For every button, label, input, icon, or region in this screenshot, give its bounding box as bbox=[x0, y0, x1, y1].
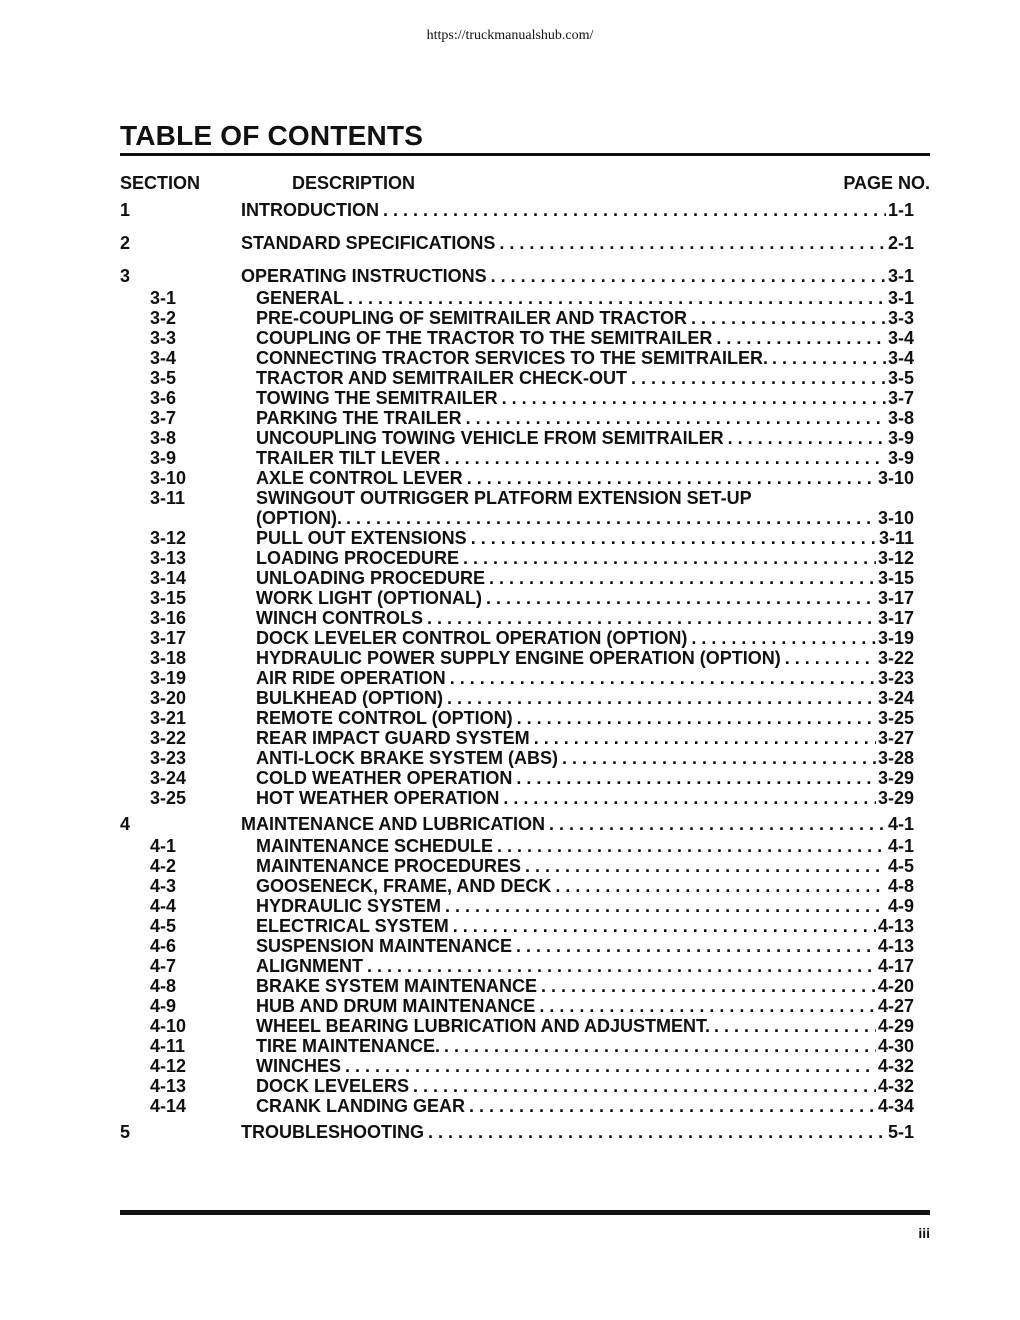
dot-leader bbox=[712, 328, 886, 349]
toc-item bbox=[120, 608, 930, 628]
item-title: SUSPENSION MAINTENANCE bbox=[256, 936, 513, 956]
toc-item bbox=[120, 628, 930, 648]
item-page: 3-10 bbox=[877, 468, 914, 488]
item-number: 4-4 bbox=[150, 896, 177, 916]
dot-leader bbox=[545, 814, 886, 835]
dot-leader bbox=[363, 956, 876, 977]
toc-item bbox=[120, 728, 930, 748]
item-title: WORK LIGHT (OPTIONAL) bbox=[256, 588, 482, 608]
toc-item bbox=[120, 388, 930, 408]
dot-leader bbox=[498, 388, 886, 409]
toc-section-1 bbox=[120, 200, 930, 222]
item-title: REAR IMPACT GUARD SYSTEM bbox=[256, 728, 530, 748]
toc-item bbox=[120, 548, 930, 568]
toc-item bbox=[120, 288, 930, 308]
item-title: LOADING PROCEDURE bbox=[256, 548, 460, 568]
item-page: 3-12 bbox=[877, 548, 914, 568]
page-number: iii bbox=[918, 1225, 930, 1241]
dot-leader bbox=[441, 448, 886, 469]
dot-leader bbox=[341, 1056, 876, 1077]
item-number: 3-25 bbox=[150, 788, 187, 808]
item-number: 3-23 bbox=[150, 748, 187, 768]
item-title: TIRE MAINTENANCE. bbox=[256, 1036, 440, 1056]
item-title: COUPLING OF THE TRACTOR TO THE SEMITRAILER bbox=[256, 328, 713, 348]
section-title: OPERATING INSTRUCTIONS bbox=[241, 266, 487, 286]
item-title: DOCK LEVELER CONTROL OPERATION (OPTION) bbox=[256, 628, 688, 648]
item-number: 3-17 bbox=[150, 628, 187, 648]
item-page: 3-17 bbox=[877, 608, 914, 628]
item-title: UNCOUPLING TOWING VEHICLE FROM SEMITRAILER bbox=[256, 428, 724, 448]
item-page: 4-32 bbox=[877, 1076, 914, 1096]
dot-leader bbox=[446, 668, 876, 689]
dot-leader bbox=[627, 368, 886, 389]
dot-leader bbox=[551, 876, 886, 897]
item-page: 3-25 bbox=[877, 708, 914, 728]
section-number: 4 bbox=[120, 814, 131, 834]
dot-leader bbox=[379, 200, 886, 221]
item-page: 3-23 bbox=[877, 668, 914, 688]
toc-item bbox=[120, 328, 930, 348]
toc-item bbox=[120, 408, 930, 428]
dot-leader bbox=[465, 1096, 876, 1117]
item-title: PRE-COUPLING OF SEMITRAILER AND TRACTOR bbox=[256, 308, 687, 328]
section-title: INTRODUCTION bbox=[241, 200, 379, 220]
item-title: WINCH CONTROLS bbox=[256, 608, 423, 628]
item-page: 3-29 bbox=[877, 768, 914, 788]
item-title: CRANK LANDING GEAR bbox=[256, 1096, 465, 1116]
item-number: 3-9 bbox=[150, 448, 177, 468]
dot-leader bbox=[537, 976, 876, 997]
item-page: 3-27 bbox=[877, 728, 914, 748]
item-title: HOT WEATHER OPERATION bbox=[256, 788, 500, 808]
header-page: PAGE NO. bbox=[843, 173, 930, 193]
section-number: 2 bbox=[120, 233, 131, 253]
dot-leader bbox=[485, 568, 876, 589]
dot-leader bbox=[424, 1122, 886, 1143]
item-page: 3-1 bbox=[887, 288, 914, 308]
item-number: 4-5 bbox=[150, 916, 177, 936]
dot-leader bbox=[440, 1036, 876, 1057]
item-number: 3-22 bbox=[150, 728, 187, 748]
toc-item-wrapped bbox=[120, 488, 930, 508]
item-number: 3-14 bbox=[150, 568, 187, 588]
toc-item bbox=[120, 308, 930, 328]
item-number: 4-6 bbox=[150, 936, 177, 956]
toc-item bbox=[120, 568, 930, 588]
toc-item bbox=[120, 588, 930, 608]
item-page: 3-8 bbox=[887, 408, 914, 428]
item-number: 3-5 bbox=[150, 368, 177, 388]
dot-leader bbox=[781, 648, 876, 669]
dot-leader bbox=[493, 836, 886, 857]
dot-leader bbox=[449, 916, 876, 937]
toc-item bbox=[120, 788, 930, 808]
item-number: 3-10 bbox=[150, 468, 187, 488]
item-page: 4-8 bbox=[887, 876, 914, 896]
dot-leader bbox=[710, 1016, 876, 1037]
item-number: 4-2 bbox=[150, 856, 177, 876]
dot-leader bbox=[344, 288, 886, 309]
toc-item bbox=[120, 836, 930, 856]
item-number: 3-3 bbox=[150, 328, 177, 348]
item-page: 3-15 bbox=[877, 568, 914, 588]
title-rule bbox=[120, 153, 930, 156]
source-url: https://truckmanualshub.com/ bbox=[426, 28, 594, 43]
dot-leader bbox=[462, 408, 886, 429]
dot-leader bbox=[441, 896, 886, 917]
item-number: 3-8 bbox=[150, 428, 177, 448]
item-number: 3-24 bbox=[150, 768, 187, 788]
section-number: 5 bbox=[120, 1122, 131, 1142]
item-title: HUB AND DRUM MAINTENANCE bbox=[256, 996, 536, 1016]
item-title: GOOSENECK, FRAME, AND DECK bbox=[256, 876, 552, 896]
section-title: STANDARD SPECIFICATIONS bbox=[241, 233, 496, 253]
toc-item bbox=[120, 468, 930, 488]
toc-item bbox=[120, 1036, 930, 1056]
item-title: BULKHEAD (OPTION) bbox=[256, 688, 443, 708]
toc-item bbox=[120, 648, 930, 668]
dot-leader bbox=[687, 628, 876, 649]
item-page: 3-22 bbox=[877, 648, 914, 668]
item-page: 4-20 bbox=[877, 976, 914, 996]
dot-leader bbox=[443, 688, 876, 709]
item-page: 3-3 bbox=[887, 308, 914, 328]
item-title: PULL OUT EXTENSIONS bbox=[256, 528, 467, 548]
item-number: 3-1 bbox=[150, 288, 177, 308]
dot-leader bbox=[495, 233, 886, 254]
item-page: 4-17 bbox=[877, 956, 914, 976]
item-title: HYDRAULIC POWER SUPPLY ENGINE OPERATION (OPTION) bbox=[256, 648, 781, 668]
header-section: SECTION bbox=[120, 173, 201, 193]
toc-item bbox=[120, 368, 930, 388]
item-page: 3-4 bbox=[887, 348, 914, 368]
toc-item bbox=[120, 916, 930, 936]
dot-leader bbox=[521, 856, 886, 877]
item-title: COLD WEATHER OPERATION bbox=[256, 768, 513, 788]
item-page: 4-5 bbox=[887, 856, 914, 876]
dot-leader bbox=[558, 748, 876, 769]
item-title: WHEEL BEARING LUBRICATION AND ADJUSTMENT. bbox=[256, 1016, 710, 1036]
dot-leader bbox=[724, 428, 886, 449]
item-title: BRAKE SYSTEM MAINTENANCE bbox=[256, 976, 538, 996]
section-page: 5-1 bbox=[887, 1122, 914, 1142]
toc-item bbox=[120, 708, 930, 728]
item-number: 4-8 bbox=[150, 976, 177, 996]
item-title: DOCK LEVELERS bbox=[256, 1076, 410, 1096]
item-page: 3-29 bbox=[877, 788, 914, 808]
toc-section-2 bbox=[120, 233, 930, 255]
item-page: 4-34 bbox=[877, 1096, 914, 1116]
item-title: TOWING THE SEMITRAILER bbox=[256, 388, 498, 408]
item-title: MAINTENANCE SCHEDULE bbox=[256, 836, 494, 856]
item-title: AIR RIDE OPERATION bbox=[256, 668, 446, 688]
dot-leader bbox=[463, 468, 876, 489]
section-page: 2-1 bbox=[887, 233, 914, 253]
item-title: TRAILER TILT LEVER bbox=[256, 448, 441, 468]
item-page: 4-1 bbox=[887, 836, 914, 856]
item-number: 4-3 bbox=[150, 876, 177, 896]
item-page: 4-9 bbox=[887, 896, 914, 916]
toc-item bbox=[120, 856, 930, 876]
toc-item bbox=[120, 996, 930, 1016]
item-page: 3-19 bbox=[877, 628, 914, 648]
item-number: 3-11 bbox=[150, 488, 186, 508]
toc-section-5 bbox=[120, 1122, 930, 1144]
toc-item bbox=[120, 448, 930, 468]
toc-item bbox=[120, 768, 930, 788]
item-page: 4-13 bbox=[877, 916, 914, 936]
item-page: 3-10 bbox=[877, 508, 914, 528]
item-number: 3-21 bbox=[150, 708, 187, 728]
toc-list bbox=[120, 200, 930, 1144]
toc-item bbox=[120, 688, 930, 708]
item-title: MAINTENANCE PROCEDURES bbox=[256, 856, 522, 876]
toc-item bbox=[120, 896, 930, 916]
item-title-continuation: (OPTION). bbox=[256, 508, 342, 528]
item-number: 3-6 bbox=[150, 388, 177, 408]
section-page: 3-1 bbox=[887, 266, 914, 286]
item-number: 3-13 bbox=[150, 548, 187, 568]
dot-leader bbox=[513, 708, 876, 729]
toc-section-3 bbox=[120, 266, 930, 288]
item-page: 3-24 bbox=[877, 688, 914, 708]
item-title: TRACTOR AND SEMITRAILER CHECK-OUT bbox=[256, 368, 627, 388]
item-number: 3-7 bbox=[150, 408, 177, 428]
dot-leader bbox=[423, 608, 876, 629]
section-page: 4-1 bbox=[887, 814, 914, 834]
item-page: 4-32 bbox=[877, 1056, 914, 1076]
toc-item bbox=[120, 748, 930, 768]
toc-item-continuation bbox=[120, 508, 930, 528]
toc-item bbox=[120, 936, 930, 956]
dot-leader bbox=[409, 1076, 876, 1097]
footer-rule bbox=[120, 1210, 930, 1215]
item-number: 3-12 bbox=[150, 528, 187, 548]
section-number: 1 bbox=[120, 200, 131, 220]
toc-item bbox=[120, 956, 930, 976]
item-page: 3-9 bbox=[887, 448, 914, 468]
item-title: UNLOADING PROCEDURE bbox=[256, 568, 486, 588]
item-number: 3-18 bbox=[150, 648, 187, 668]
item-page: 3-7 bbox=[887, 388, 914, 408]
item-page: 3-5 bbox=[887, 368, 914, 388]
item-page: 3-4 bbox=[887, 328, 914, 348]
section-title: MAINTENANCE AND LUBRICATION bbox=[241, 814, 545, 834]
item-title: ANTI-LOCK BRAKE SYSTEM (ABS) bbox=[256, 748, 558, 768]
item-number: 4-1 bbox=[150, 836, 177, 856]
dot-leader bbox=[687, 308, 886, 329]
toc-section-4 bbox=[120, 814, 930, 836]
toc-item bbox=[120, 1076, 930, 1096]
section-title: TROUBLESHOOTING bbox=[241, 1122, 424, 1142]
item-title: SWINGOUT OUTRIGGER PLATFORM EXTENSION SET-UP bbox=[256, 488, 752, 508]
item-title: ALIGNMENT bbox=[256, 956, 363, 976]
dot-leader bbox=[342, 508, 876, 529]
dot-leader bbox=[482, 588, 876, 609]
toc-item bbox=[120, 1096, 930, 1116]
item-number: 3-16 bbox=[150, 608, 187, 628]
item-title: PARKING THE TRAILER bbox=[256, 408, 462, 428]
toc-item bbox=[120, 428, 930, 448]
item-number: 4-14 bbox=[150, 1096, 187, 1116]
item-page: 4-13 bbox=[877, 936, 914, 956]
item-number: 4-7 bbox=[150, 956, 177, 976]
item-title: GENERAL bbox=[256, 288, 345, 308]
toc-item bbox=[120, 528, 930, 548]
item-title: CONNECTING TRACTOR SERVICES TO THE SEMITRAILER. bbox=[256, 348, 769, 368]
dot-leader bbox=[467, 528, 877, 549]
dot-leader bbox=[459, 548, 876, 569]
item-title: ELECTRICAL SYSTEM bbox=[256, 916, 449, 936]
item-page: 4-27 bbox=[877, 996, 914, 1016]
section-page: 1-1 bbox=[887, 200, 914, 220]
item-number: 3-20 bbox=[150, 688, 187, 708]
section-number: 3 bbox=[120, 266, 131, 286]
item-title: REMOTE CONTROL (OPTION) bbox=[256, 708, 513, 728]
header-description: DESCRIPTION bbox=[292, 173, 416, 193]
dot-leader bbox=[530, 728, 876, 749]
item-page: 3-28 bbox=[877, 748, 914, 768]
toc-item bbox=[120, 1056, 930, 1076]
item-page: 4-30 bbox=[877, 1036, 914, 1056]
item-title: HYDRAULIC SYSTEM bbox=[256, 896, 442, 916]
toc-item bbox=[120, 976, 930, 996]
item-number: 4-13 bbox=[150, 1076, 187, 1096]
item-number: 4-10 bbox=[150, 1016, 187, 1036]
item-page: 3-17 bbox=[877, 588, 914, 608]
item-page: 4-29 bbox=[877, 1016, 914, 1036]
item-number: 3-19 bbox=[150, 668, 187, 688]
item-title: AXLE CONTROL LEVER bbox=[256, 468, 463, 488]
toc-item bbox=[120, 1016, 930, 1036]
item-title: WINCHES bbox=[256, 1056, 341, 1076]
dot-leader bbox=[487, 266, 886, 287]
item-number: 4-12 bbox=[150, 1056, 187, 1076]
item-page: 3-11 bbox=[878, 528, 914, 548]
dot-leader bbox=[768, 348, 886, 369]
item-number: 4-9 bbox=[150, 996, 177, 1016]
dot-leader bbox=[535, 996, 876, 1017]
item-number: 3-4 bbox=[150, 348, 177, 368]
dot-leader bbox=[499, 788, 876, 809]
toc-item bbox=[120, 668, 930, 688]
toc-item bbox=[120, 348, 930, 368]
toc-item bbox=[120, 876, 930, 896]
dot-leader bbox=[512, 768, 876, 789]
item-number: 3-2 bbox=[150, 308, 177, 328]
page-title: TABLE OF CONTENTS bbox=[120, 120, 424, 151]
item-page: 3-9 bbox=[887, 428, 914, 448]
item-number: 3-15 bbox=[150, 588, 187, 608]
item-number: 4-11 bbox=[150, 1036, 186, 1056]
dot-leader bbox=[512, 936, 876, 957]
